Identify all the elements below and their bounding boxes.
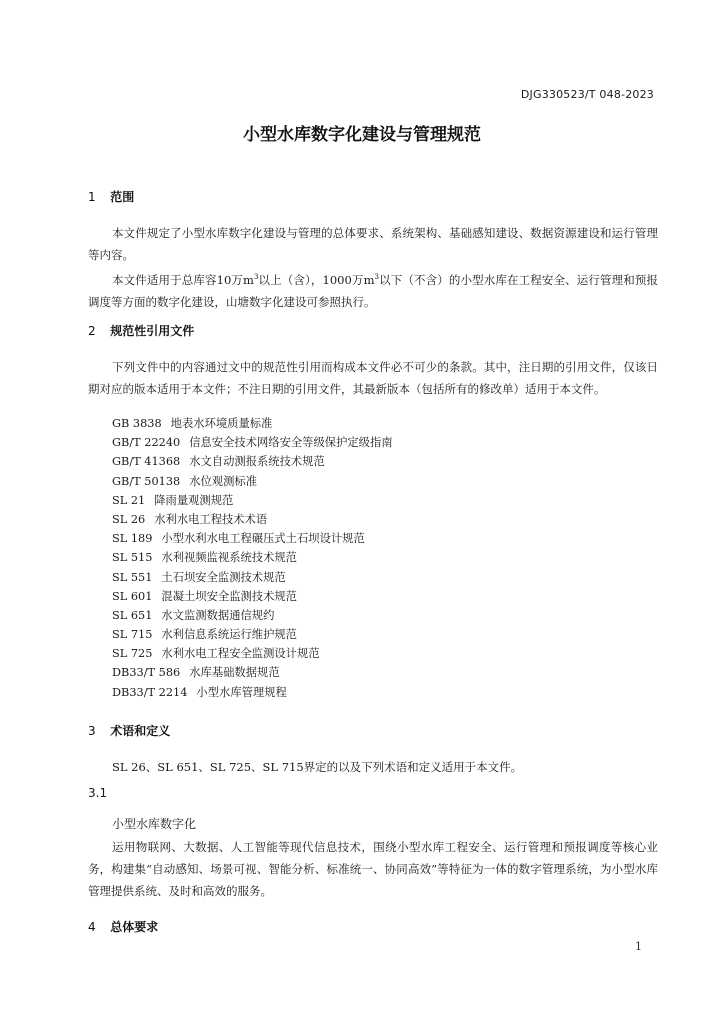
reference-name: 土石坝安全监测技术规范	[161, 570, 286, 584]
term-number: 3.1	[88, 786, 108, 800]
section-title: 规范性引用文件	[110, 324, 195, 338]
reference-item	[112, 548, 393, 567]
page-number: 1	[635, 940, 642, 953]
scope-paragraph-2-part-c: 以下（不含）的小型水库在工程安全、运行管理和预报调度等方面的数字化建设，山塘数字化建设可参照执行。	[88, 272, 659, 309]
reference-name: 降雨量观测规范	[154, 493, 234, 507]
scope-paragraph-2-part-a: 本文件适用于总库容10万m	[112, 272, 254, 287]
reference-code: GB/T 22240	[112, 436, 181, 450]
reference-code: SL 715	[112, 628, 153, 642]
reference-item	[112, 625, 393, 644]
reference-code: SL 551	[112, 570, 153, 584]
reference-item	[112, 644, 393, 663]
scope-paragraph-2-part-b: 以上（含），1000万m	[258, 272, 375, 287]
reference-item	[112, 472, 393, 491]
terms-intro: SL 26、SL 651、SL 725、SL 715界定的以及下列术语和定义适用于本文件。	[112, 760, 523, 774]
term-definition: 运用物联网、大数据、人工智能等现代信息技术，围绕小型水库工程安全、运行管理和预报调度等核心业务，构建集“自动感知、场景可视、智能分析、标准统一、协同高效”等特征为一体的数字管理系统，为小型水库管理提供系统、及时和高效的服务。	[88, 840, 658, 898]
reference-item	[112, 433, 393, 452]
reference-name: 水利水电工程技术术语	[154, 512, 268, 526]
section-title: 术语和定义	[110, 724, 171, 738]
reference-code: SL 601	[112, 589, 153, 603]
section-heading-scope	[88, 188, 134, 205]
reference-name: 水利信息系统运行维护规范	[161, 628, 297, 642]
reference-code: GB 3838	[112, 417, 162, 430]
reference-name: 水利水电工程安全监测设计规范	[161, 647, 320, 661]
section-heading-terms	[88, 722, 170, 739]
scope-paragraph-2	[88, 266, 658, 313]
references-intro: 下列文件中的内容通过文中的规范性引用而构成本文件必不可少的条款。其中，注日期的引用文件，仅该日期对应的版本适用于本文件；不注日期的引用文件，其最新版本（包括所有的修改单）适用于本文件。	[88, 360, 658, 396]
reference-name: 水位观测标准	[189, 474, 257, 488]
section-heading-general	[88, 918, 158, 935]
reference-code: SL 651	[112, 608, 153, 622]
reference-item	[112, 683, 393, 702]
section-title: 范围	[110, 190, 135, 204]
reference-item	[112, 452, 393, 471]
reference-code: GB/T 41368	[112, 455, 181, 469]
reference-code: GB/T 50138	[112, 474, 181, 488]
reference-code: SL 21	[112, 493, 146, 507]
reference-code: DB33/T 2214	[112, 685, 188, 699]
reference-name: 地表水环境质量标准	[170, 417, 273, 430]
page-title: 小型水库数字化建设与管理规范	[243, 125, 481, 145]
reference-list	[112, 414, 393, 702]
cubic-superscript: 3	[374, 273, 379, 281]
section-number: 3	[88, 724, 96, 738]
reference-name: 小型水利水电工程碾压式土石坝设计规范	[161, 532, 365, 546]
reference-name: 水文监测数据通信规约	[161, 608, 275, 622]
section-number: 4	[88, 920, 96, 934]
reference-code: SL 725	[112, 647, 153, 661]
reference-name: 混凝土坝安全监测技术规范	[161, 589, 297, 603]
reference-item	[112, 568, 393, 587]
reference-item	[112, 587, 393, 606]
cubic-superscript: 3	[253, 273, 259, 281]
reference-name: 水利视频监视系统技术规范	[161, 551, 297, 565]
reference-item	[112, 510, 393, 529]
reference-code: SL 26	[112, 512, 146, 526]
reference-item	[112, 491, 393, 510]
reference-name: 小型水库管理规程	[196, 685, 287, 699]
reference-item	[112, 606, 393, 625]
reference-code: SL 515	[112, 551, 153, 565]
reference-name: 水库基础数据规范	[189, 666, 280, 680]
reference-item	[112, 414, 393, 433]
section-number: 2	[88, 324, 96, 338]
reference-item	[112, 529, 393, 548]
section-heading-references	[88, 322, 194, 339]
reference-name: 信息安全技术网络安全等级保护定级指南	[189, 436, 393, 450]
reference-item	[112, 663, 393, 682]
section-title: 总体要求	[110, 920, 159, 934]
section-number: 1	[88, 190, 96, 204]
term-name: 小型水库数字化	[112, 817, 197, 831]
doc-code: DJG330523/T 048-2023	[520, 88, 654, 101]
reference-code: DB33/T 586	[112, 666, 181, 680]
reference-code: SL 189	[112, 532, 153, 546]
reference-name: 水文自动测报系统技术规范	[189, 455, 325, 469]
scope-paragraph-1: 本文件规定了小型水库数字化建设与管理的总体要求、系统架构、基础感知建设、数据资源建设和运行管理等内容。	[88, 226, 658, 262]
